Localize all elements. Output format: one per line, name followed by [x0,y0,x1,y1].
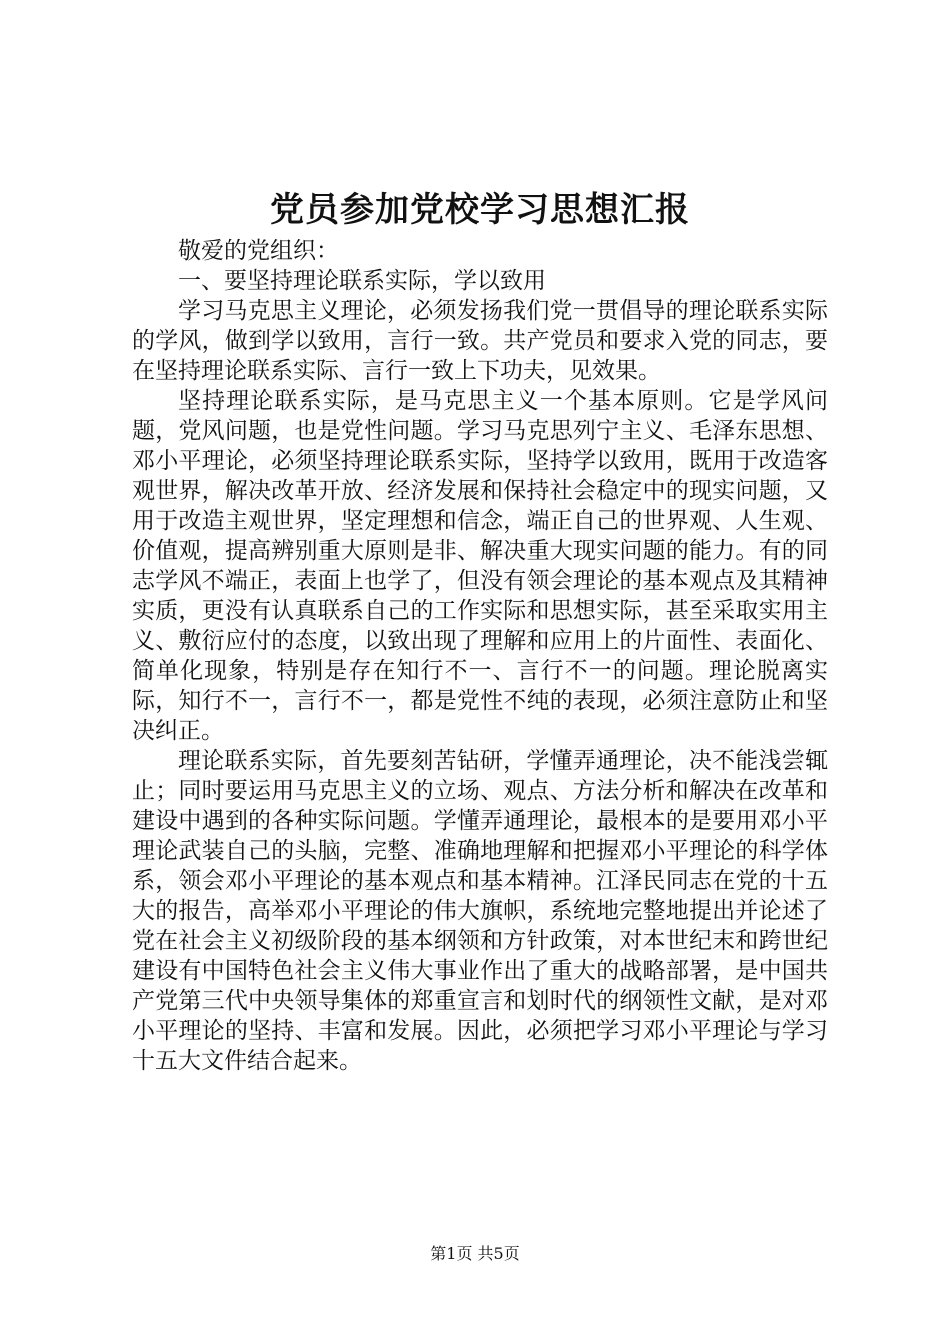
salutation: 敬爱的党组织： [178,238,339,264]
section-heading: 一、要坚持理论联系实际，学以致用 [178,268,546,294]
page-number-footer: 第1页 共5页 [430,1244,520,1263]
document-body [132,186,828,1076]
body-paragraph: 理论联系实际，首先要刻苦钻研，学懂弄通理论，决不能浅尝辄止；同时要运用马克思主义的立场、观点、方法分析和解决在改革和建设中遇到的各种实际问题。学懂弄通理论，最根本的是要用邓小平理论武装自己的头脑，完整、准确地理解和把握邓小平理论的科学体系，领会邓小平理论的基本观点和基本精神。江泽民同志在党的十五大的报告，高举邓小平理论的伟大旗帜，系统地完整地提出并论述了党在社会主义初级阶段的基本纲领和方针政策，对本世纪末和跨世纪建设有中国特色社会主义伟大事业作出了重大的战略部署，是中国共产党第三代中央领导集体的郑重宣言和划时代的纲领性文献，是对邓小平理论的坚持、丰富和发展。因此，必须把学习邓小平理论与学习十五大文件结合起来。 [132,748,828,1074]
body-paragraph: 坚持理论联系实际，是马克思主义一个基本原则。它是学风问题，党风问题，也是党性问题。学习马克思列宁主义、毛泽东思想、邓小平理论，必须坚持理论联系实际，坚持学以致用，既用于改造客观世界，解决改革开放、经济发展和保持社会稳定中的现实问题，又用于改造主观世界，坚定理想和信念，端正自己的世界观、人生观、价值观，提高辨别重大原则是非、解决重大现实问题的能力。有的同志学风不端正，表面上也学了，但没有领会理论的基本观点及其精神实质，更没有认真联系自己的工作实际和思想实际，甚至采取实用主义、敷衍应付的态度，以致出现了理解和应用上的片面性、表面化、简单化现象，特别是存在知行不一、言行不一的问题。理论脱离实际，知行不一，言行不一，都是党性不纯的表现，必须注意防止和坚决纠正。 [132,388,828,744]
body-paragraph: 学习马克思主义理论，必须发扬我们党一贯倡导的理论联系实际的学风，做到学以致用，言行一致。共产党员和要求入党的同志，要在坚持理论联系实际、言行一致上下功夫，见效果。 [132,298,828,384]
document-title: 党员参加党校学习思想汇报 [270,190,690,230]
